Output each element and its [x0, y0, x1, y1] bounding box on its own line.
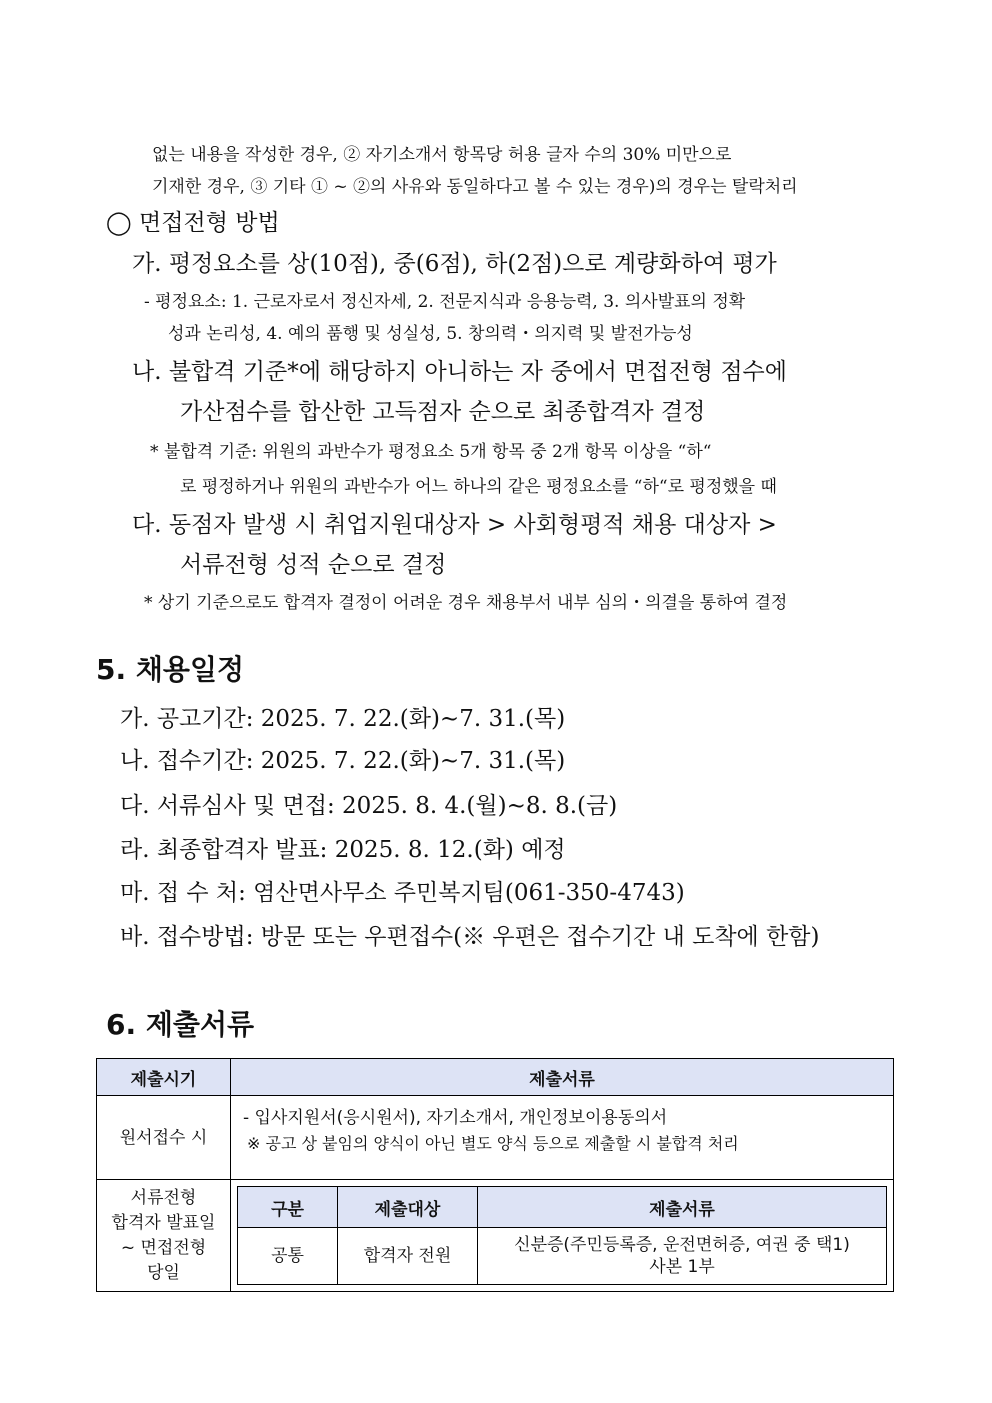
row1-docs [231, 1096, 894, 1180]
interview-item-da-2: 서류전형 성적 순으로 결정 [180, 552, 447, 578]
intro-line-2: 기재한 경우, ③ 기타 ① ~ ②의 사유와 동일하다고 볼 수 있는 경우)의 경우는 탈락처리 [152, 177, 798, 197]
documents-table-header [97, 1059, 894, 1096]
inner-header-target: 제출대상 [338, 1187, 478, 1228]
section-5-title: 5. 채용일정 [96, 653, 245, 686]
inner-cell-category: 공통 [238, 1228, 338, 1285]
row2-time [97, 1180, 231, 1292]
row2-time-line: ~ 면접전형 [120, 1237, 207, 1258]
interview-item-ga: 가. 평정요소를 상(10점), 중(6점), 하(2점)으로 계량화하여 평가 [132, 251, 777, 277]
inner-header-category: 구분 [238, 1187, 338, 1228]
interview-da-note: * 상기 기준으로도 합격자 결정이 어려운 경우 채용부서 내부 심의・의결을 통하여 결정 [144, 593, 788, 613]
documents-table [96, 1058, 894, 1292]
row1-docs-line-1: - 입사지원서(응시원서), 자기소개서, 개인정보이용동의서 [243, 1108, 668, 1128]
inner-cell-target: 합격자 전원 [338, 1228, 478, 1285]
row2-time-line: 서류전형 [130, 1187, 197, 1208]
row1-docs-note: ※ 공고 상 붙임의 양식이 아닌 별도 양식 등으로 제출할 시 불합격 처리 [247, 1134, 739, 1153]
interview-item-na-1: 나. 불합격 기준*에 해당하지 아니하는 자 중에서 면접전형 점수에 [132, 359, 787, 385]
interview-na-note-1: * 불합격 기준: 위원의 과반수가 평정요소 5개 항목 중 2개 항목 이상을 “하“ [150, 442, 712, 462]
schedule-item: 다. 서류심사 및 면접: 2025. 8. 4.(월)∼8. 8.(금) [120, 793, 618, 819]
schedule-item: 마. 접 수 처: 염산면사무소 주민복지팀(061-350-4743) [120, 880, 685, 906]
column-header-time: 제출시기 [97, 1059, 231, 1096]
inner-docs-line-2: 사본 1부 [649, 1257, 715, 1277]
interview-heading: ◯ 면접전형 방법 [106, 210, 280, 236]
table-row [97, 1180, 894, 1292]
inner-documents-table [237, 1186, 887, 1285]
column-header-docs: 제출서류 [231, 1059, 894, 1096]
row2-time-line: 당일 [147, 1262, 180, 1283]
schedule-item: 바. 접수방법: 방문 또는 우편접수(※ 우편은 접수기간 내 도착에 한함) [120, 924, 820, 950]
inner-docs-line-1: 신분증(주민등록증, 운전면허증, 여권 중 택1) [514, 1235, 850, 1255]
row1-time: 원서접수 시 [97, 1096, 231, 1180]
interview-na-note-2: 로 평정하거나 위원의 과반수가 어느 하나의 같은 평정요소를 “하“로 평정했을 때 [180, 477, 777, 497]
schedule-item: 나. 접수기간: 2025. 7. 22.(화)∼7. 31.(목) [120, 748, 566, 774]
schedule-item: 가. 공고기간: 2025. 7. 22.(화)∼7. 31.(목) [120, 706, 566, 732]
schedule-item: 라. 최종합격자 발표: 2025. 8. 12.(화) 예정 [120, 837, 566, 863]
inner-table-row [238, 1228, 887, 1285]
table-row [97, 1096, 894, 1180]
inner-table-header [238, 1187, 887, 1228]
row2-docs [231, 1180, 894, 1292]
interview-ga-sub-2: 성과 논리성, 4. 예의 품행 및 성실성, 5. 창의력・의지력 및 발전가능성 [168, 324, 693, 344]
interview-item-da-1: 다. 동점자 발생 시 취업지원대상자 > 사회형평적 채용 대상자 > [132, 512, 777, 538]
interview-ga-sub-1: - 평정요소: 1. 근로자로서 정신자세, 2. 전문지식과 응용능력, 3. 의사발표의 정확 [144, 292, 746, 312]
inner-cell-docs [478, 1228, 887, 1285]
interview-item-na-2: 가산점수를 합산한 고득점자 순으로 최종합격자 결정 [180, 399, 706, 425]
inner-header-docs: 제출서류 [478, 1187, 887, 1228]
section-6-title: 6. 제출서류 [106, 1008, 255, 1041]
intro-line-1: 없는 내용을 작성한 경우, ② 자기소개서 항목당 허용 글자 수의 30% 미만으로 [152, 145, 732, 165]
row2-time-line: 합격자 발표일 [111, 1212, 216, 1233]
